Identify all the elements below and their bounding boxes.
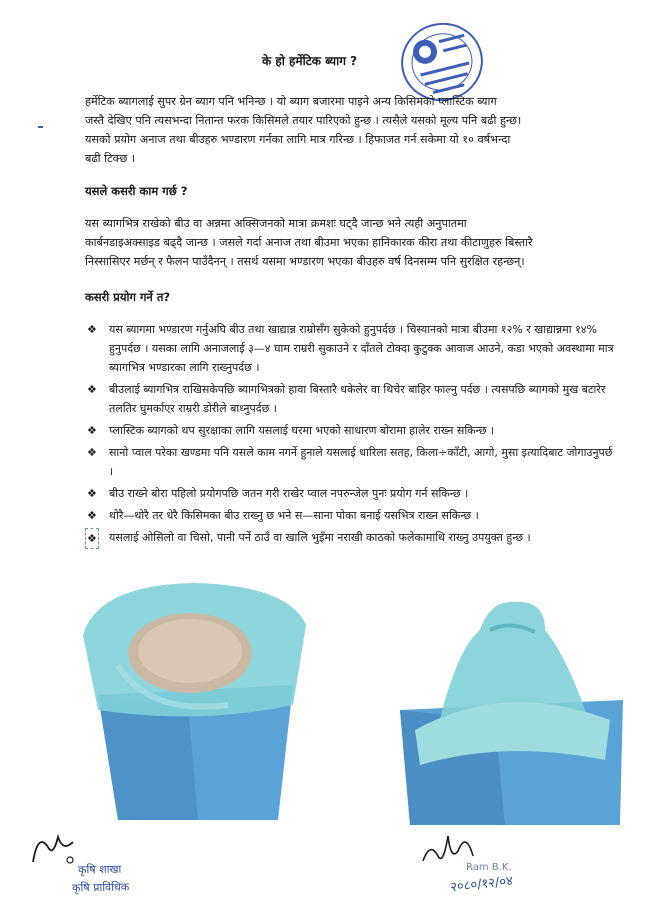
intro-paragraph: [85, 92, 615, 168]
how-line: निस्सासिएर मर्छन् र फैलन पाउँदैनन् । तसर्थ यसमा भण्डारण भएका बीउहरु वर्ष दिनसम्म पनि सुरक्षित रहन्छन्।: [85, 255, 525, 268]
intro-line: जस्तै देखिए पनि त्यसभन्दा नितान्त फरक किसिमले तयार पारिएको हुन्छ । त्यसैले यसको मूल्य पनि बढी हुन्छ।: [85, 114, 522, 127]
list-item: ❖ बीउलाई ब्यागभित्र राखिसकेपछि ब्यागभित्रको हावा बिस्तारै धकेलेर वा थिचेर बाहिर फाल्नु पर्दछ । त्यसपछि ब्यागको मुख बटारेर तलतिर घुमर्काएर राम्ररी डोरीले बाध्नुपर्दछ ।: [85, 380, 620, 418]
tied-hermetic-bag-photo: [395, 590, 625, 830]
how-line: यस ब्यागभित्र राखेको बीउ वा अन्नमा अक्सिजनको मात्रा क्रमशः घट्दै जान्छ भने त्यही अनुपातमा: [85, 217, 467, 230]
diamond-bullet-icon: ❖: [87, 509, 97, 522]
intro-line: यसको प्रयोग अनाज तथा बीउहरु भण्डारण गर्नका लागि मात्र गरिन्छ । हिफाजत गर्न सकेमा यो १० वर्षभन्दा: [85, 133, 511, 146]
diamond-bullet-icon: ❖: [87, 383, 97, 396]
diamond-bullet-icon: ❖: [87, 323, 97, 336]
how-to-use-heading: कसरी प्रयोग गर्ने त?: [85, 290, 171, 304]
usage-list: [85, 320, 620, 550]
how-it-works-heading: यसले कसरी काम गर्छ ?: [85, 184, 188, 198]
list-item: ❖ सानो प्वाल परेका खण्डमा पनि यसले काम नगर्ने हुनाले यसलाई धारिला सतह, किला÷काँटी, आगो, मुसा इत्यादिबाट जोगाउनुपर्छ ।: [85, 443, 620, 481]
list-item: ❖ यसलाई ओसिलो वा चिसो, पानी पर्ने ठाउँ वा खालि भुइँमा नराखी काठको फलेकामाथि राख्नु उपयुक्त हुन्छ ।: [85, 528, 620, 547]
intro-line: बढी टिक्छ ।: [85, 152, 136, 165]
diamond-bullet-icon: ❖: [87, 446, 97, 459]
left-signatory-title: कृषि प्राविधिक: [71, 880, 130, 895]
list-item: ❖ थोरै—थोरै तर धेरै किसिमका बीउ राख्नु छ भने स—साना पोका बनाई यसभित्र राख्न सकिन्छ ।: [85, 506, 620, 525]
how-it-works-paragraph: [85, 214, 615, 271]
page-title: के हो हर्मेटिक ब्याग ?: [262, 54, 358, 68]
diamond-bullet-icon: ❖: [85, 528, 99, 549]
list-item: ❖ प्लास्टिक ब्यागको थप सुरक्षाका लागि यसलाई घरमा भएको साधारण बोरामा हालेर राख्न सकिन्छ ।: [85, 421, 620, 440]
intro-line: हर्मेटिक ब्यागलाई सुपर ग्रेन ब्याग पनि भनिन्छ । यो ब्याग बजारमा पाइने अन्य किसिमको प्लास्टिक ब्याग: [85, 95, 497, 108]
list-item: ❖ बीउ राख्ने बोरा पहिलो प्रयोगपछि जतन गरी राखेर प्वाल नपरुन्जेल पुनः प्रयोग गर्न सकिन्छ ।: [85, 484, 620, 503]
how-line: कार्बनडाइअक्साइड बढ्दै जान्छ । जसले गर्दा अनाज तथा बीउमा भएका हानिकारक कीरा तथा कीटाणुहरु बिस्तारै: [85, 236, 533, 249]
ink-mark: [38, 126, 43, 128]
open-hermetic-bag-photo: [78, 575, 308, 825]
left-handwritten-signature: [28, 822, 78, 872]
diamond-bullet-icon: ❖: [87, 424, 97, 437]
right-signatory-name: Ram B.K.: [466, 862, 512, 873]
signature-date: २०८०/१२/०४: [449, 873, 514, 896]
diamond-bullet-icon: ❖: [87, 487, 97, 500]
list-item: ❖ यस ब्यागमा भण्डारण गर्नुअघि बीउ तथा खाद्यान्न राम्रोसँग सुकेको हुनुपर्दछ । चिस्यानको मात्रा बीउमा १२% र खाद्यान्नमा १४% हुनुपर्दछ । यसका लागि अनाजलाई ३—४ घाम राम्ररी सुकाउने र दाँतले टोक्दा कुटुक्क आवाज आउने, कडा भएको अवस्थामा मात्र ब्यागभित्र भण्डारका लागि राख्नुपर्दछ ।: [85, 320, 620, 377]
left-signatory-name: कृषि शाखा: [77, 862, 122, 877]
